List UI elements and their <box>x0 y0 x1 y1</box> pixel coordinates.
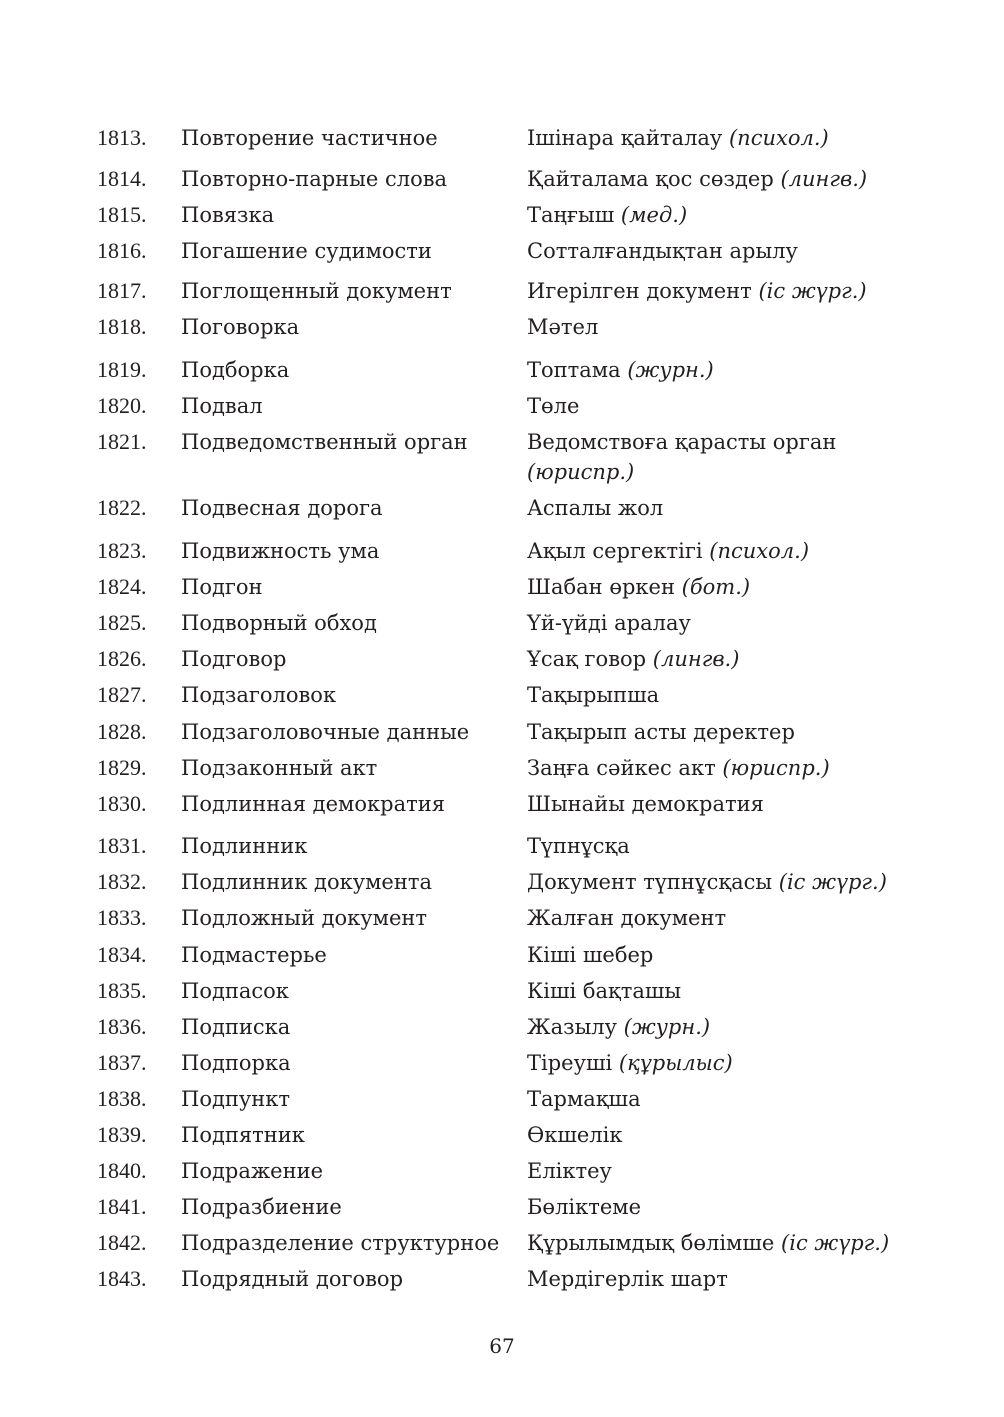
field-note: (іс жүрг.) <box>778 870 887 894</box>
kazakh-translation: Қайталама қос сөздер <box>527 167 774 191</box>
kazakh-term <box>527 717 927 747</box>
kazakh-translation: Шабан өркен <box>527 575 675 599</box>
entry-number: 1842. <box>97 1230 147 1255</box>
kazakh-term <box>527 164 927 194</box>
kazakh-translation: Кіші бақташы <box>527 979 682 1003</box>
russian-term: Подзаголовок <box>181 683 337 707</box>
kazakh-translation: Түпнұсқа <box>527 834 630 858</box>
entry-number: 1830. <box>97 791 147 816</box>
kazakh-translation: Игерілген документ <box>527 279 752 303</box>
kazakh-translation: Мердігерлік шарт <box>527 1267 728 1291</box>
kazakh-translation: Өкшелік <box>527 1123 623 1147</box>
entry-number: 1841. <box>97 1194 147 1219</box>
entry-number: 1819. <box>97 357 147 382</box>
kazakh-term <box>527 1048 927 1078</box>
field-note: (бот.) <box>681 575 751 599</box>
kazakh-term <box>527 536 927 566</box>
russian-term: Подмастерье <box>181 943 327 967</box>
kazakh-term <box>527 355 927 385</box>
kazakh-term <box>527 940 927 970</box>
kazakh-translation: Жазылу <box>527 1015 617 1039</box>
kazakh-term <box>527 276 927 306</box>
kazakh-term <box>527 236 927 266</box>
entry-number: 1826. <box>97 646 147 671</box>
entry-number: 1816. <box>97 238 147 263</box>
kazakh-term <box>527 1192 927 1222</box>
kazakh-term <box>527 1084 927 1114</box>
russian-term: Повторение частичное <box>181 126 438 150</box>
entry-number: 1837. <box>97 1050 147 1075</box>
entry-number: 1831. <box>97 833 147 858</box>
kazakh-term <box>527 831 927 861</box>
field-note: (лингв.) <box>780 167 868 191</box>
russian-term: Подражение <box>181 1159 324 1183</box>
entry-number: 1823. <box>97 538 147 563</box>
russian-term: Подлинник документа <box>181 870 432 894</box>
russian-term: Подпункт <box>181 1087 290 1111</box>
kazakh-term <box>527 608 927 638</box>
kazakh-translation: Кіші шебер <box>527 943 654 967</box>
field-note: (журн.) <box>627 358 714 382</box>
entry-number: 1840. <box>97 1158 147 1183</box>
kazakh-translation: Тақырып асты деректер <box>527 720 795 744</box>
kazakh-translation: Заңға сәйкес акт <box>527 756 716 780</box>
entry-number: 1814. <box>97 166 147 191</box>
kazakh-translation: Төле <box>527 394 580 418</box>
page-number: 67 <box>489 1334 515 1358</box>
kazakh-term <box>527 312 927 342</box>
russian-term: Поглощенный документ <box>181 279 452 303</box>
kazakh-term <box>527 680 927 710</box>
russian-term: Повторно-парные слова <box>181 167 448 191</box>
entry-number: 1832. <box>97 869 147 894</box>
russian-term: Подразбиение <box>181 1195 342 1219</box>
kazakh-translation: Ақыл сергектігі <box>527 539 703 563</box>
kazakh-translation: Тақырыпша <box>527 683 660 707</box>
entry-number: 1825. <box>97 610 147 635</box>
field-note: (құрылыс) <box>618 1051 733 1075</box>
kazakh-translation: Документ түпнұсқасы <box>527 870 773 894</box>
russian-term: Подведомственный орган <box>181 430 468 454</box>
entry-number: 1818. <box>97 314 147 339</box>
russian-term: Подлинник <box>181 834 308 858</box>
entry-number: 1829. <box>97 755 147 780</box>
kazakh-term <box>527 1228 927 1258</box>
russian-term: Подвижность ума <box>181 539 380 563</box>
kazakh-translation: Еліктеу <box>527 1159 612 1183</box>
kazakh-translation: Аспалы жол <box>527 496 664 520</box>
kazakh-term <box>527 1012 927 1042</box>
russian-term: Подрядный договор <box>181 1267 404 1291</box>
kazakh-translation: Бөліктеме <box>527 1195 642 1219</box>
kazakh-translation: Мәтел <box>527 315 599 339</box>
russian-term: Погашение судимости <box>181 239 432 263</box>
kazakh-term <box>527 903 927 933</box>
kazakh-translation: Ведомствоға қарасты орган <box>527 430 837 454</box>
kazakh-term <box>527 572 927 602</box>
kazakh-translation: Ұсақ говор <box>527 647 647 671</box>
kazakh-term <box>527 427 927 487</box>
entry-number: 1817. <box>97 278 147 303</box>
field-note: (психол.) <box>709 539 810 563</box>
kazakh-term <box>527 391 927 421</box>
entry-number: 1824. <box>97 574 147 599</box>
kazakh-term <box>527 493 927 523</box>
kazakh-translation: Таңғыш <box>527 203 615 227</box>
russian-term: Подлинная демократия <box>181 792 445 816</box>
field-note: (психол.) <box>728 126 829 150</box>
kazakh-term <box>527 867 927 897</box>
entry-number: 1833. <box>97 905 147 930</box>
kazakh-translation: Шынайы демократия <box>527 792 764 816</box>
russian-term: Подразделение структурное <box>181 1231 500 1255</box>
entry-number: 1822. <box>97 495 147 520</box>
kazakh-translation: Топтама <box>527 358 621 382</box>
entry-number: 1834. <box>97 942 147 967</box>
kazakh-translation: Үй-үйді аралау <box>527 611 691 635</box>
kazakh-term <box>527 976 927 1006</box>
entry-number: 1828. <box>97 719 147 744</box>
entry-number: 1821. <box>97 429 147 454</box>
kazakh-term <box>527 1264 927 1294</box>
russian-term: Подвал <box>181 394 263 418</box>
kazakh-term <box>527 123 927 153</box>
field-note: (лингв.) <box>652 647 740 671</box>
field-note: (мед.) <box>620 203 688 227</box>
field-note: (юриспр.) <box>722 756 830 780</box>
entry-number: 1820. <box>97 393 147 418</box>
field-note: (юриспр.) <box>527 460 635 484</box>
russian-term: Подзаконный акт <box>181 756 378 780</box>
entry-number: 1815. <box>97 202 147 227</box>
kazakh-translation: Тіреуші <box>527 1051 613 1075</box>
kazakh-term <box>527 1156 927 1186</box>
entry-number: 1843. <box>97 1266 147 1291</box>
kazakh-term <box>527 644 927 674</box>
entry-number: 1836. <box>97 1014 147 1039</box>
russian-term: Повязка <box>181 203 275 227</box>
russian-term: Поговорка <box>181 315 300 339</box>
russian-term: Подборка <box>181 358 290 382</box>
russian-term: Подговор <box>181 647 287 671</box>
kazakh-translation: Ішінара қайталау <box>527 126 723 150</box>
russian-term: Подписка <box>181 1015 291 1039</box>
field-note: (іс жүрг.) <box>758 279 867 303</box>
kazakh-term <box>527 200 927 230</box>
russian-term: Подгон <box>181 575 263 599</box>
kazakh-translation: Жалған документ <box>527 906 727 930</box>
russian-term: Подворный обход <box>181 611 377 635</box>
russian-term: Подпятник <box>181 1123 305 1147</box>
kazakh-term <box>527 753 927 783</box>
russian-term: Подзаголовочные данные <box>181 720 470 744</box>
russian-term: Подпорка <box>181 1051 291 1075</box>
entry-number: 1835. <box>97 978 147 1003</box>
field-note: (іс жүрг.) <box>781 1231 890 1255</box>
entry-number: 1839. <box>97 1122 147 1147</box>
russian-term: Подпасок <box>181 979 289 1003</box>
entry-number: 1838. <box>97 1086 147 1111</box>
russian-term: Подложный документ <box>181 906 428 930</box>
entry-number: 1827. <box>97 682 147 707</box>
kazakh-term <box>527 1120 927 1150</box>
entry-number: 1813. <box>97 125 147 150</box>
field-note: (журн.) <box>623 1015 711 1039</box>
kazakh-translation: Сотталғандықтан арылу <box>527 239 798 263</box>
kazakh-term <box>527 789 927 819</box>
russian-term: Подвесная дорога <box>181 496 383 520</box>
kazakh-translation: Тармақша <box>527 1087 641 1111</box>
kazakh-translation: Құрылымдық бөлімше <box>527 1231 775 1255</box>
